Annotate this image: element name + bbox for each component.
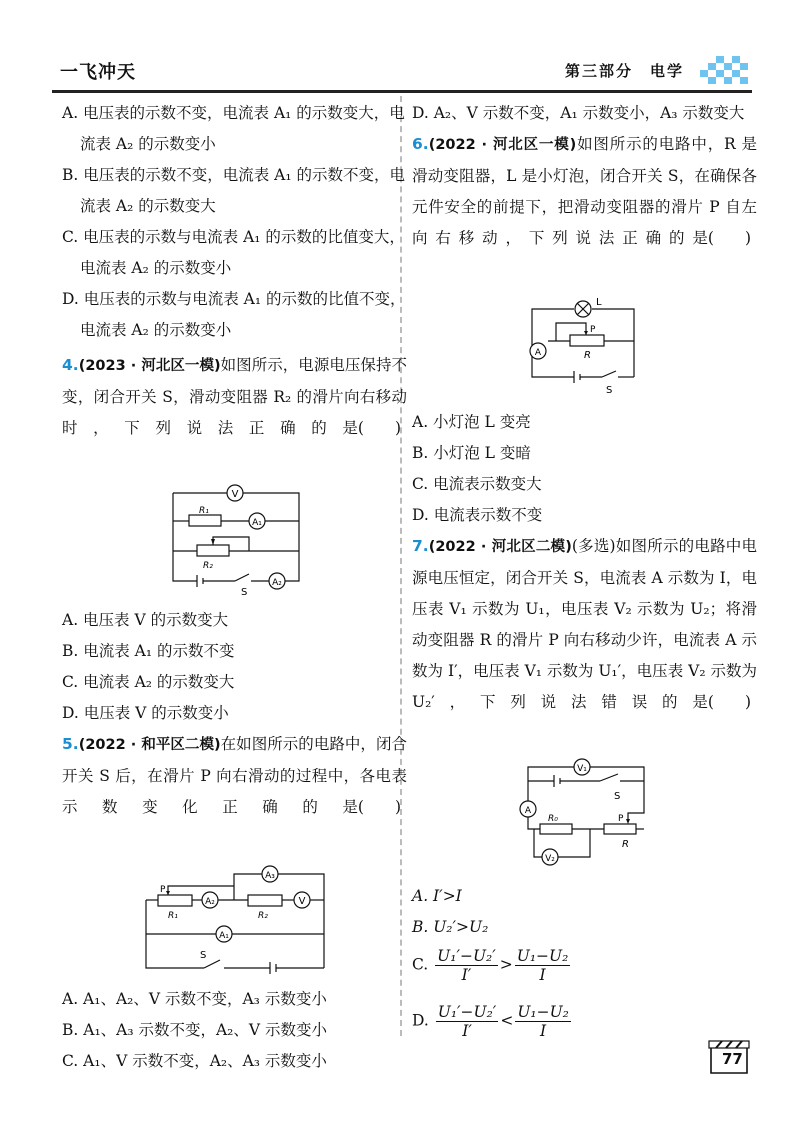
right-column xyxy=(412,98,757,1047)
q4-option-a: A. 电压表 V 的示数变大 xyxy=(62,611,229,629)
q4-text: 如图所示，电源电压保持不变，闭合开关 S，滑动变阻器 R₂ 的滑片向右移动时，下列说法正确的是 xyxy=(62,356,407,437)
q5-text: 在如图所示的电路中，闭合开关 S 后，在滑片 P 向右滑动的过程中，各电表示数变化正确的是 xyxy=(62,735,407,816)
q5-option-c: C. A₁、V 示数不变，A₂、A₃ 示数变小 xyxy=(62,1052,327,1070)
q5-voltmeter-label: V xyxy=(298,896,305,907)
q5-a2-label: A₂ xyxy=(204,897,215,907)
q4-switch-label: S xyxy=(240,587,247,598)
q7-option-d-label: D. xyxy=(412,1011,429,1030)
q5-source: (2022 · 和平区二模) xyxy=(78,737,221,753)
q4-option-b: B. 电流表 A₁ 的示数不变 xyxy=(62,642,235,660)
page-header xyxy=(0,52,800,92)
section-title: 第三部分 电学 xyxy=(565,62,685,80)
q6-number: 6. xyxy=(412,135,429,153)
q5-option-b: B. A₁、A₃ 示数不变，A₂、V 示数变小 xyxy=(62,1021,328,1039)
q5-a1-label: A₁ xyxy=(218,931,229,941)
q7-option-c-frac-right: $\frac{\text{U₁−U₂}}{I}$ xyxy=(516,947,569,984)
q3-option-d: D. 电压表的示数与电流表 A₁ 的示数的比值不变，电流表 A₂ 的示数变小 xyxy=(62,290,406,339)
q7-slider-label: P xyxy=(617,814,623,824)
q7-ammeter-label: A xyxy=(524,806,531,816)
header-rule xyxy=(52,90,752,93)
q6-option-c: C. 电流表示数变大 xyxy=(412,475,542,493)
q5-slider-label: P xyxy=(159,885,165,895)
q7-option-c-label: C. xyxy=(412,955,429,974)
q4-source: (2023 · 河北区一模) xyxy=(78,358,221,374)
q7-r0-label: R₀ xyxy=(547,814,558,824)
left-column xyxy=(62,98,407,1077)
q7-v2-label: V₂ xyxy=(544,854,555,864)
q6-lamp-label: L xyxy=(595,297,602,308)
q7-number: 7. xyxy=(412,537,429,555)
q6-text: 如图所示的电路中，R 是滑动变阻器，L 是小灯泡，闭合开关 S，在确保各元件安全的前提下，把滑动变阻器的滑片 P 自左向右移动，下列说法正确的是 xyxy=(412,135,757,247)
q6-rheostat-label: R xyxy=(583,350,591,361)
q6-option-a: A. 小灯泡 L 变亮 xyxy=(412,413,531,431)
q7-text: (多选)如图所示的电路中电源电压恒定，闭合开关 S，电流表 A 示数为 I，电压表 V₁ 示数为 U₁，电压表 V₂ 示数为 U₂；将滑动变阻器 R 的滑片 P 向右移动少许，电流表 A 示数为 I′，电压表 V₁ 示数为 U₁′，电压表 V₂ 示数为 U₂′，下列说法错误的是 xyxy=(412,537,757,711)
q5-switch-label: S xyxy=(199,950,206,961)
q7-option-d-frac-right: $\frac{\text{U₁−U₂}}{I}$ xyxy=(517,1003,569,1040)
q4-option-d: D. 电压表 V 的示数变小 xyxy=(62,704,229,722)
q3-option-a: A. 电压表的示数不变，电流表 A₁ 的示数变大，电流表 A₂ 的示数变小 xyxy=(62,104,405,153)
checker-decoration-icon xyxy=(700,56,748,84)
q7-source: (2022 · 河北区二模) xyxy=(428,539,572,555)
q4-r1-label: R₁ xyxy=(198,506,209,516)
page-number: 77 xyxy=(722,1050,743,1068)
q5-circuit-diagram xyxy=(140,860,330,978)
q7-option-a: A. I′>I xyxy=(412,887,462,905)
q6-slider-label: P xyxy=(589,325,595,335)
q6-answer-bracket: ( ) xyxy=(707,229,751,247)
q5-a3-label: A₃ xyxy=(264,871,275,881)
q7-option-d-relation: < xyxy=(500,1011,514,1030)
q4-a2-label: A₂ xyxy=(271,578,282,588)
q6-circuit-diagram xyxy=(520,291,650,401)
q3-option-b: B. 电压表的示数不变，电流表 A₁ 的示数不变，电流表 A₂ 的示数变大 xyxy=(62,166,406,215)
q3-option-c: C. 电压表的示数与电流表 A₁ 的示数的比值变大，电流表 A₂ 的示数变小 xyxy=(62,228,405,277)
q4-circuit-diagram xyxy=(165,481,305,599)
q4-r2-label: R₂ xyxy=(202,561,213,571)
q7-answer-bracket: ( ) xyxy=(707,693,751,711)
q6-source: (2022 · 河北区一模) xyxy=(428,137,577,153)
q5-number: 5. xyxy=(62,735,79,753)
q4-stem xyxy=(62,350,407,475)
q5-r2-label: R₂ xyxy=(257,911,268,921)
book-brand: 一飞冲天 xyxy=(60,62,136,83)
q5-answer-bracket: ( ) xyxy=(357,798,401,816)
q7-rheostat-label: R xyxy=(621,839,629,850)
q7-option-c-relation: > xyxy=(499,955,513,974)
q7-option-d xyxy=(412,1003,757,1047)
q7-switch-label: S xyxy=(613,791,620,802)
q4-number: 4. xyxy=(62,356,79,374)
q7-option-c-frac-left: $\frac{\text{U₁′−U₂′}}{I'}$ xyxy=(437,947,496,984)
q7-v1-label: V₁ xyxy=(576,764,587,774)
q7-stem xyxy=(412,531,757,749)
q6-switch-label: S xyxy=(605,385,612,396)
q7-circuit-diagram xyxy=(510,755,660,875)
q6-ammeter-label: A xyxy=(534,348,541,358)
q4-answer-bracket: ( ) xyxy=(357,419,401,437)
q5-option-a: A. A₁、A₂、V 示数不变，A₃ 示数变小 xyxy=(62,990,327,1008)
q4-a1-label: A₁ xyxy=(251,518,262,528)
q5-r1-label: R₁ xyxy=(167,911,178,921)
q4-voltmeter-label: V xyxy=(231,489,238,500)
q6-option-b: B. 小灯泡 L 变暗 xyxy=(412,444,531,462)
q7-option-c xyxy=(412,947,757,991)
q4-option-c: C. 电流表 A₂ 的示数变大 xyxy=(62,673,235,691)
q7-option-d-frac-left: $\frac{\text{U₁′−U₂′}}{I'}$ xyxy=(437,1003,497,1040)
q6-option-d: D. 电流表示数不变 xyxy=(412,506,543,524)
q5-option-d: D. A₂、V 示数不变，A₁ 示数变小，A₃ 示数变大 xyxy=(412,104,745,122)
q5-stem xyxy=(62,729,407,854)
q6-stem xyxy=(412,129,757,285)
q7-option-b: B. U₂′>U₂ xyxy=(412,918,489,936)
